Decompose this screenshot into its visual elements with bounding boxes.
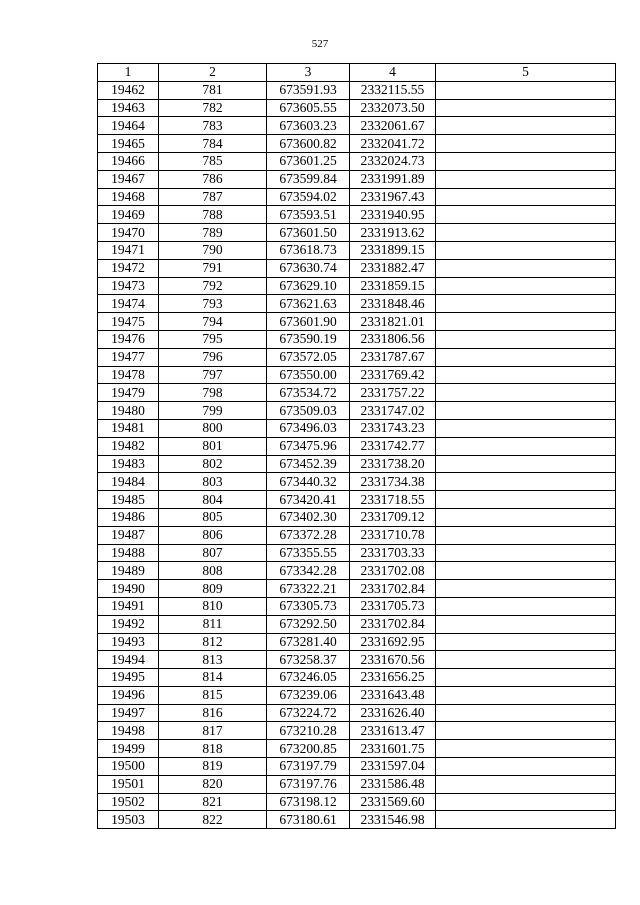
table-cell-col-1: 19498: [98, 722, 159, 740]
table-cell-col-3: 673305.73: [267, 597, 350, 615]
table-cell-col-3: 673198.12: [267, 793, 350, 811]
table-cell-col-2: 805: [159, 508, 267, 526]
table-cell-col-4: 2331859.15: [350, 277, 436, 295]
table-cell-col-1: 19494: [98, 651, 159, 669]
table-cell-col-4: 2331787.67: [350, 348, 436, 366]
table-cell-col-1: 19473: [98, 277, 159, 295]
column-header-1: 1: [98, 64, 159, 82]
table-row: [98, 633, 616, 651]
table-cell-col-2: 790: [159, 241, 267, 259]
table-body: [98, 81, 616, 828]
table-cell-col-3: 673600.82: [267, 135, 350, 153]
table-cell-col-2: 815: [159, 686, 267, 704]
table-cell-col-2: 788: [159, 206, 267, 224]
table-row: [98, 81, 616, 99]
table-cell-col-1: 19462: [98, 81, 159, 99]
table-cell-col-3: 673593.51: [267, 206, 350, 224]
table-cell-col-3: 673292.50: [267, 615, 350, 633]
table-row: [98, 508, 616, 526]
table-cell-col-4: 2331586.48: [350, 775, 436, 793]
table-cell-col-2: 794: [159, 313, 267, 331]
table-cell-col-1: 19469: [98, 206, 159, 224]
table-cell-col-1: 19489: [98, 562, 159, 580]
table-row: [98, 704, 616, 722]
table-header: [98, 64, 616, 82]
table-cell-col-2: 812: [159, 633, 267, 651]
table-row: [98, 669, 616, 687]
table-cell-col-3: 673509.03: [267, 402, 350, 420]
table-cell-col-2: 820: [159, 775, 267, 793]
table-row: [98, 526, 616, 544]
table-cell-col-4: 2331710.78: [350, 526, 436, 544]
table-cell-col-2: 800: [159, 419, 267, 437]
table-cell-col-3: 673594.02: [267, 188, 350, 206]
table-cell-col-3: 673210.28: [267, 722, 350, 740]
table-cell-col-2: 803: [159, 473, 267, 491]
table-cell-col-3: 673591.93: [267, 81, 350, 99]
table-row: [98, 758, 616, 776]
table-cell-col-1: 19479: [98, 384, 159, 402]
table-row: [98, 651, 616, 669]
table-cell-col-5: [436, 544, 616, 562]
table-row: [98, 135, 616, 153]
table-cell-col-2: 789: [159, 224, 267, 242]
table-cell-col-1: 19465: [98, 135, 159, 153]
table-cell-col-5: [436, 348, 616, 366]
table-row: [98, 491, 616, 509]
table-cell-col-3: 673342.28: [267, 562, 350, 580]
table-cell-col-1: 19503: [98, 811, 159, 829]
table-cell-col-1: 19488: [98, 544, 159, 562]
table-cell-col-3: 673605.55: [267, 99, 350, 117]
table-cell-col-2: 787: [159, 188, 267, 206]
table-cell-col-5: [436, 188, 616, 206]
table-cell-col-2: 807: [159, 544, 267, 562]
table-cell-col-3: 673496.03: [267, 419, 350, 437]
table-cell-col-1: 19492: [98, 615, 159, 633]
table-cell-col-5: [436, 402, 616, 420]
table-cell-col-2: 801: [159, 437, 267, 455]
table-row: [98, 188, 616, 206]
table-cell-col-2: 795: [159, 330, 267, 348]
table-cell-col-4: 2331734.38: [350, 473, 436, 491]
table-cell-col-1: 19490: [98, 580, 159, 598]
table-cell-col-2: 816: [159, 704, 267, 722]
table-cell-col-2: 785: [159, 152, 267, 170]
table-row: [98, 544, 616, 562]
table-cell-col-4: 2331656.25: [350, 669, 436, 687]
table-cell-col-3: 673603.23: [267, 117, 350, 135]
table-cell-col-3: 673475.96: [267, 437, 350, 455]
table-row: [98, 811, 616, 829]
table-cell-col-4: 2331613.47: [350, 722, 436, 740]
table-cell-col-3: 673355.55: [267, 544, 350, 562]
table-cell-col-4: 2331692.95: [350, 633, 436, 651]
table-cell-col-3: 673180.61: [267, 811, 350, 829]
table-cell-col-4: 2331899.15: [350, 241, 436, 259]
table-cell-col-4: 2331882.47: [350, 259, 436, 277]
table-cell-col-4: 2331967.43: [350, 188, 436, 206]
table-cell-col-1: 19476: [98, 330, 159, 348]
table-cell-col-2: 804: [159, 491, 267, 509]
table-cell-col-4: 2331991.89: [350, 170, 436, 188]
table-cell-col-2: 784: [159, 135, 267, 153]
table-cell-col-5: [436, 295, 616, 313]
table-cell-col-4: 2331821.01: [350, 313, 436, 331]
table-cell-col-3: 673402.30: [267, 508, 350, 526]
table-cell-col-5: [436, 633, 616, 651]
table-cell-col-3: 673601.25: [267, 152, 350, 170]
table-cell-col-2: 819: [159, 758, 267, 776]
table-cell-col-1: 19500: [98, 758, 159, 776]
table-row: [98, 313, 616, 331]
table-cell-col-2: 811: [159, 615, 267, 633]
table-cell-col-5: [436, 562, 616, 580]
table-row: [98, 170, 616, 188]
table-cell-col-3: 673534.72: [267, 384, 350, 402]
table-row: [98, 99, 616, 117]
column-header-5: 5: [436, 64, 616, 82]
table-row: [98, 366, 616, 384]
table-cell-col-4: 2331769.42: [350, 366, 436, 384]
table-row: [98, 597, 616, 615]
table-cell-col-5: [436, 811, 616, 829]
table-cell-col-5: [436, 99, 616, 117]
table-cell-col-5: [436, 455, 616, 473]
table-cell-col-4: 2331670.56: [350, 651, 436, 669]
table-cell-col-2: 814: [159, 669, 267, 687]
column-header-4: 4: [350, 64, 436, 82]
table-row: [98, 206, 616, 224]
table-row: [98, 117, 616, 135]
table-cell-col-5: [436, 259, 616, 277]
table-cell-col-1: 19466: [98, 152, 159, 170]
table-cell-col-1: 19493: [98, 633, 159, 651]
table-cell-col-4: 2332024.73: [350, 152, 436, 170]
table-cell-col-5: [436, 686, 616, 704]
table-cell-col-1: 19464: [98, 117, 159, 135]
table-cell-col-1: 19471: [98, 241, 159, 259]
table-row: [98, 241, 616, 259]
table-cell-col-1: 19491: [98, 597, 159, 615]
table-cell-col-5: [436, 313, 616, 331]
table-cell-col-3: 673197.76: [267, 775, 350, 793]
table-cell-col-1: 19501: [98, 775, 159, 793]
table-cell-col-4: 2332073.50: [350, 99, 436, 117]
table-cell-col-5: [436, 241, 616, 259]
table-cell-col-2: 818: [159, 740, 267, 758]
header-row: [98, 64, 616, 82]
table-cell-col-5: [436, 508, 616, 526]
table-cell-col-1: 19483: [98, 455, 159, 473]
table-cell-col-3: 673281.40: [267, 633, 350, 651]
table-cell-col-1: 19485: [98, 491, 159, 509]
table-cell-col-5: [436, 366, 616, 384]
table-cell-col-1: 19487: [98, 526, 159, 544]
table-cell-col-3: 673452.39: [267, 455, 350, 473]
table-cell-col-3: 673572.05: [267, 348, 350, 366]
table-row: [98, 402, 616, 420]
table-row: [98, 473, 616, 491]
table-cell-col-3: 673618.73: [267, 241, 350, 259]
table-cell-col-4: 2331643.48: [350, 686, 436, 704]
table-cell-col-2: 821: [159, 793, 267, 811]
table-row: [98, 686, 616, 704]
table-cell-col-4: 2331738.20: [350, 455, 436, 473]
table-cell-col-2: 809: [159, 580, 267, 598]
table-cell-col-2: 781: [159, 81, 267, 99]
table-cell-col-1: 19463: [98, 99, 159, 117]
table-row: [98, 259, 616, 277]
table-cell-col-5: [436, 740, 616, 758]
table-cell-col-5: [436, 330, 616, 348]
table-cell-col-2: 791: [159, 259, 267, 277]
table-cell-col-5: [436, 669, 616, 687]
table-cell-col-2: 792: [159, 277, 267, 295]
table-cell-col-3: 673440.32: [267, 473, 350, 491]
table-cell-col-5: [436, 651, 616, 669]
table-cell-col-1: 19495: [98, 669, 159, 687]
table-row: [98, 152, 616, 170]
table-cell-col-5: [436, 526, 616, 544]
table-cell-col-1: 19499: [98, 740, 159, 758]
coordinates-table: [97, 63, 616, 829]
table-cell-col-4: 2331940.95: [350, 206, 436, 224]
column-header-3: 3: [267, 64, 350, 82]
table-cell-col-1: 19482: [98, 437, 159, 455]
table-cell-col-2: 798: [159, 384, 267, 402]
table-row: [98, 224, 616, 242]
column-header-2: 2: [159, 64, 267, 82]
table-cell-col-4: 2331702.84: [350, 580, 436, 598]
table-cell-col-4: 2331597.04: [350, 758, 436, 776]
table-cell-col-4: 2332061.67: [350, 117, 436, 135]
table-row: [98, 295, 616, 313]
table-cell-col-5: [436, 224, 616, 242]
table-cell-col-3: 673550.00: [267, 366, 350, 384]
table-cell-col-1: 19475: [98, 313, 159, 331]
table-cell-col-5: [436, 473, 616, 491]
table-cell-col-3: 673258.37: [267, 651, 350, 669]
table-cell-col-5: [436, 597, 616, 615]
table-cell-col-5: [436, 704, 616, 722]
table-cell-col-3: 673590.19: [267, 330, 350, 348]
table-cell-col-4: 2331743.23: [350, 419, 436, 437]
table-cell-col-3: 673621.63: [267, 295, 350, 313]
table-cell-col-2: 796: [159, 348, 267, 366]
table-cell-col-3: 673420.41: [267, 491, 350, 509]
table-row: [98, 580, 616, 598]
table-cell-col-4: 2331705.73: [350, 597, 436, 615]
table-cell-col-1: 19481: [98, 419, 159, 437]
table-cell-col-4: 2331913.62: [350, 224, 436, 242]
table-cell-col-5: [436, 615, 616, 633]
table-row: [98, 330, 616, 348]
table-cell-col-2: 797: [159, 366, 267, 384]
table-cell-col-1: 19474: [98, 295, 159, 313]
table-cell-col-5: [436, 775, 616, 793]
table-cell-col-3: 673246.05: [267, 669, 350, 687]
table-cell-col-3: 673601.50: [267, 224, 350, 242]
table-cell-col-4: 2332115.55: [350, 81, 436, 99]
table-cell-col-2: 822: [159, 811, 267, 829]
table-row: [98, 775, 616, 793]
table-cell-col-1: 19484: [98, 473, 159, 491]
table-cell-col-2: 813: [159, 651, 267, 669]
table-cell-col-2: 782: [159, 99, 267, 117]
table-row: [98, 419, 616, 437]
table-cell-col-5: [436, 384, 616, 402]
table-cell-col-1: 19478: [98, 366, 159, 384]
table-cell-col-5: [436, 437, 616, 455]
table-cell-col-3: 673224.72: [267, 704, 350, 722]
table-cell-col-5: [436, 580, 616, 598]
table-cell-col-4: 2331747.02: [350, 402, 436, 420]
table-cell-col-3: 673629.10: [267, 277, 350, 295]
table-cell-col-3: 673197.79: [267, 758, 350, 776]
table-cell-col-1: 19497: [98, 704, 159, 722]
table-cell-col-2: 783: [159, 117, 267, 135]
table-cell-col-3: 673322.21: [267, 580, 350, 598]
table-cell-col-4: 2331569.60: [350, 793, 436, 811]
table-row: [98, 348, 616, 366]
table-cell-col-5: [436, 117, 616, 135]
table-cell-col-4: 2331702.84: [350, 615, 436, 633]
table-cell-col-4: 2332041.72: [350, 135, 436, 153]
table-cell-col-2: 786: [159, 170, 267, 188]
table-cell-col-1: 19467: [98, 170, 159, 188]
page-number: 527: [311, 38, 329, 50]
table-cell-col-4: 2331718.55: [350, 491, 436, 509]
table-cell-col-5: [436, 81, 616, 99]
table-cell-col-3: 673601.90: [267, 313, 350, 331]
table-cell-col-1: 19468: [98, 188, 159, 206]
table-cell-col-4: 2331702.08: [350, 562, 436, 580]
table-row: [98, 740, 616, 758]
table-cell-col-4: 2331742.77: [350, 437, 436, 455]
table-cell-col-4: 2331546.98: [350, 811, 436, 829]
table-row: [98, 615, 616, 633]
table-cell-col-4: 2331703.33: [350, 544, 436, 562]
table-cell-col-5: [436, 170, 616, 188]
table-cell-col-5: [436, 135, 616, 153]
table-cell-col-1: 19470: [98, 224, 159, 242]
table-cell-col-3: 673200.85: [267, 740, 350, 758]
table-cell-col-4: 2331626.40: [350, 704, 436, 722]
table-cell-col-2: 806: [159, 526, 267, 544]
table-row: [98, 722, 616, 740]
table-cell-col-4: 2331848.46: [350, 295, 436, 313]
table-cell-col-5: [436, 758, 616, 776]
table-cell-col-4: 2331757.22: [350, 384, 436, 402]
table-row: [98, 277, 616, 295]
table-row: [98, 384, 616, 402]
table-cell-col-5: [436, 722, 616, 740]
table-cell-col-2: 808: [159, 562, 267, 580]
table-cell-col-2: 810: [159, 597, 267, 615]
table-cell-col-3: 673239.06: [267, 686, 350, 704]
table-cell-col-4: 2331601.75: [350, 740, 436, 758]
table-cell-col-5: [436, 206, 616, 224]
table-cell-col-5: [436, 419, 616, 437]
table-cell-col-5: [436, 491, 616, 509]
table-cell-col-1: 19477: [98, 348, 159, 366]
table-cell-col-3: 673599.84: [267, 170, 350, 188]
table-cell-col-1: 19502: [98, 793, 159, 811]
table-row: [98, 437, 616, 455]
table-row: [98, 562, 616, 580]
table-cell-col-1: 19480: [98, 402, 159, 420]
table-cell-col-4: 2331709.12: [350, 508, 436, 526]
table-cell-col-1: 19472: [98, 259, 159, 277]
table-cell-col-2: 817: [159, 722, 267, 740]
table-cell-col-3: 673372.28: [267, 526, 350, 544]
table-cell-col-5: [436, 152, 616, 170]
table-cell-col-2: 802: [159, 455, 267, 473]
table-cell-col-1: 19486: [98, 508, 159, 526]
table-cell-col-3: 673630.74: [267, 259, 350, 277]
table-row: [98, 793, 616, 811]
table-cell-col-5: [436, 277, 616, 295]
table-cell-col-1: 19496: [98, 686, 159, 704]
table-row: [98, 455, 616, 473]
table-cell-col-5: [436, 793, 616, 811]
table-cell-col-4: 2331806.56: [350, 330, 436, 348]
table-cell-col-2: 793: [159, 295, 267, 313]
table-cell-col-2: 799: [159, 402, 267, 420]
